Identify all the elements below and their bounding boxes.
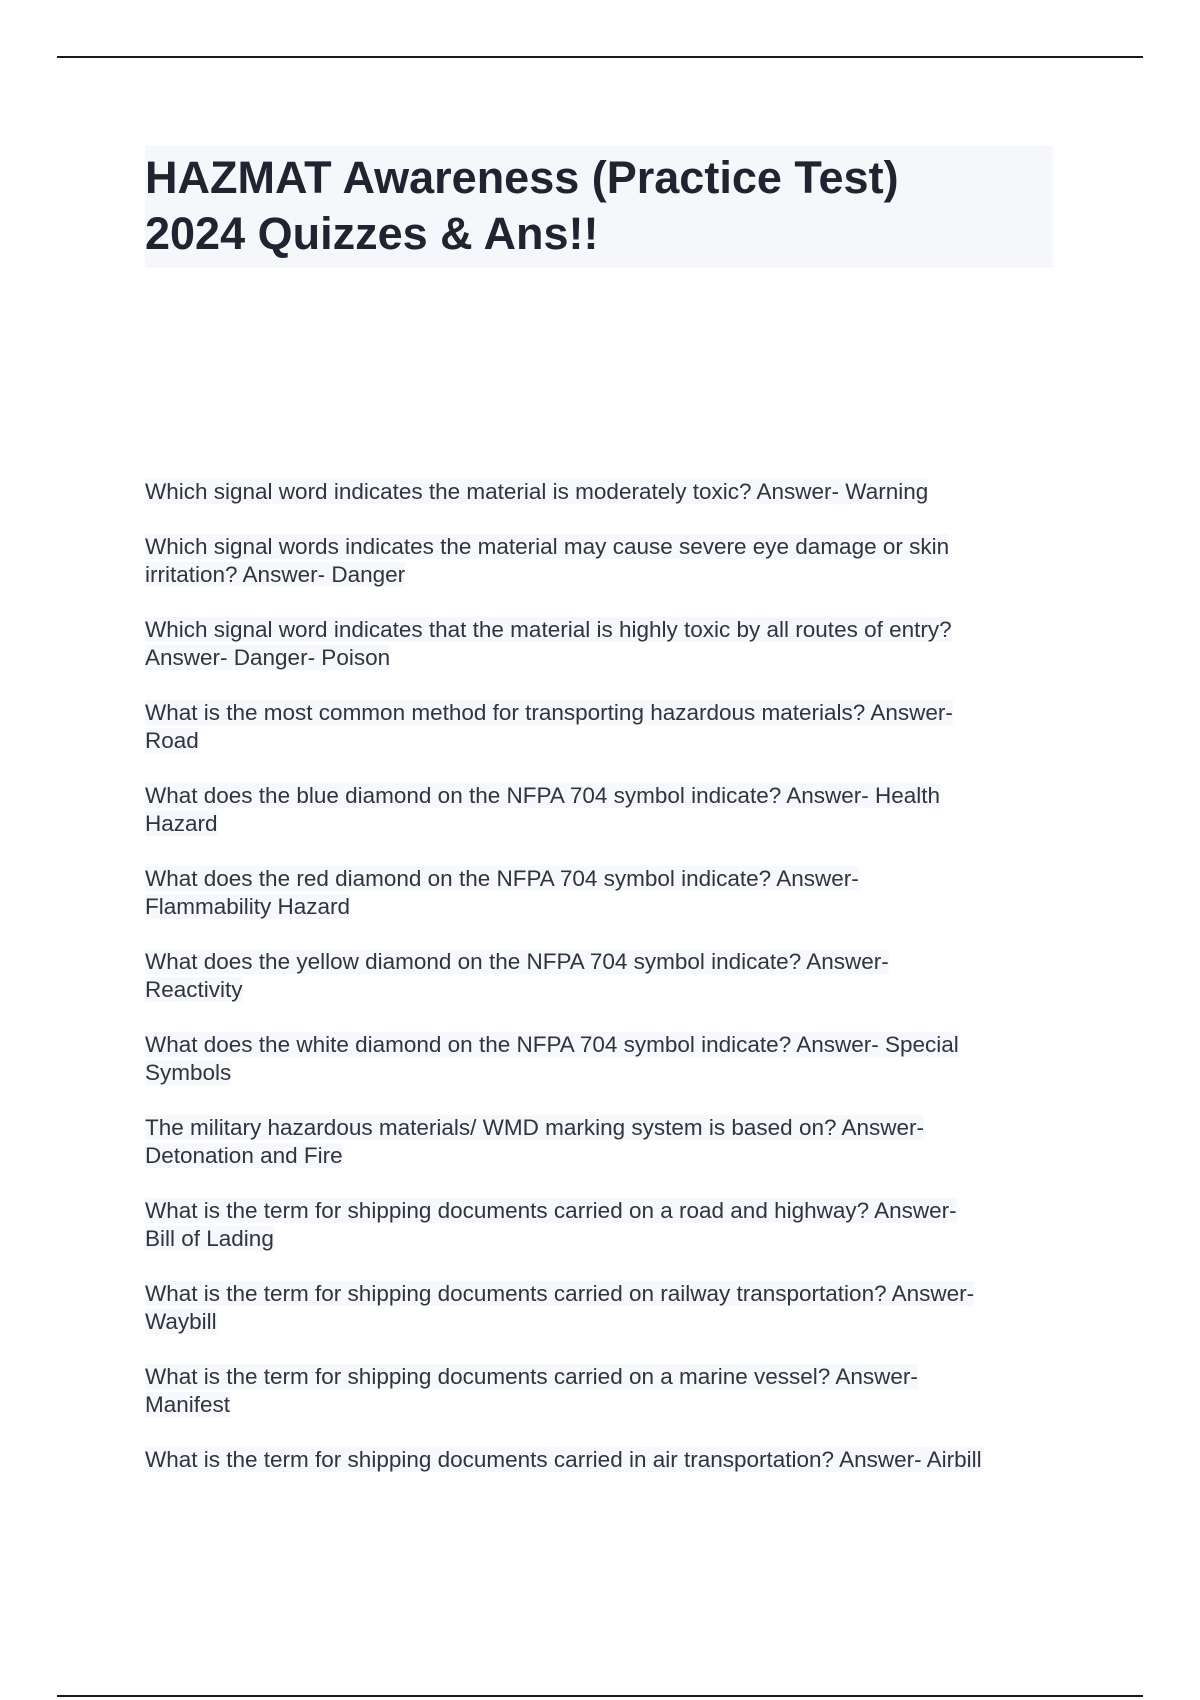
- qa-line: Reactivity: [145, 977, 243, 1002]
- qa-list: [145, 478, 1065, 1501]
- qa-line: The military hazardous materials/ WMD marking system is based on? Answer-: [145, 1115, 925, 1140]
- qa-item: [145, 533, 1065, 589]
- title-line: HAZMAT Awareness (Practice Test): [145, 152, 899, 203]
- qa-item: [145, 1363, 1065, 1419]
- qa-line: Which signal word indicates the material is moderately toxic? Answer- Warning: [145, 479, 929, 504]
- qa-item: [145, 1280, 1065, 1336]
- qa-item: [145, 616, 1065, 672]
- qa-item: [145, 782, 1065, 838]
- qa-item: [145, 1446, 1065, 1474]
- qa-line: Waybill: [145, 1309, 217, 1334]
- footer-rule: [57, 1695, 1143, 1697]
- qa-line: Hazard: [145, 811, 218, 836]
- qa-line: What is the most common method for transporting hazardous materials? Answer-: [145, 700, 953, 725]
- qa-line: Symbols: [145, 1060, 232, 1085]
- qa-line: What does the white diamond on the NFPA 704 symbol indicate? Answer- Special: [145, 1032, 959, 1057]
- qa-line: Bill of Lading: [145, 1226, 274, 1251]
- qa-line: What does the red diamond on the NFPA 704 symbol indicate? Answer-: [145, 866, 859, 891]
- qa-line: irritation? Answer- Danger: [145, 562, 406, 587]
- qa-line: What is the term for shipping documents carried on a road and highway? Answer-: [145, 1198, 957, 1223]
- qa-item: [145, 948, 1065, 1004]
- qa-line: Road: [145, 728, 199, 753]
- qa-line: What does the yellow diamond on the NFPA 704 symbol indicate? Answer-: [145, 949, 889, 974]
- qa-item: [145, 865, 1065, 921]
- qa-line: Which signal words indicates the material may cause severe eye damage or skin: [145, 534, 950, 559]
- qa-line: Manifest: [145, 1392, 231, 1417]
- qa-line: Flammability Hazard: [145, 894, 351, 919]
- qa-item: [145, 1197, 1065, 1253]
- qa-line: What is the term for shipping documents carried on a marine vessel? Answer-: [145, 1364, 918, 1389]
- qa-line: What is the term for shipping documents carried on railway transportation? Answer-: [145, 1281, 975, 1306]
- qa-line: Detonation and Fire: [145, 1143, 343, 1168]
- title-line: 2024 Quizzes & Ans!!: [145, 208, 599, 259]
- qa-item: [145, 478, 1065, 506]
- qa-line: What does the blue diamond on the NFPA 704 symbol indicate? Answer- Health: [145, 783, 941, 808]
- qa-line: What is the term for shipping documents carried in air transportation? Answer- Airbill: [145, 1447, 982, 1472]
- document-title: [145, 146, 1053, 268]
- header-rule: [57, 56, 1143, 58]
- qa-line: Answer- Danger- Poison: [145, 645, 391, 670]
- qa-line: Which signal word indicates that the material is highly toxic by all routes of entry?: [145, 617, 952, 642]
- qa-item: [145, 1031, 1065, 1087]
- qa-item: [145, 699, 1065, 755]
- qa-item: [145, 1114, 1065, 1170]
